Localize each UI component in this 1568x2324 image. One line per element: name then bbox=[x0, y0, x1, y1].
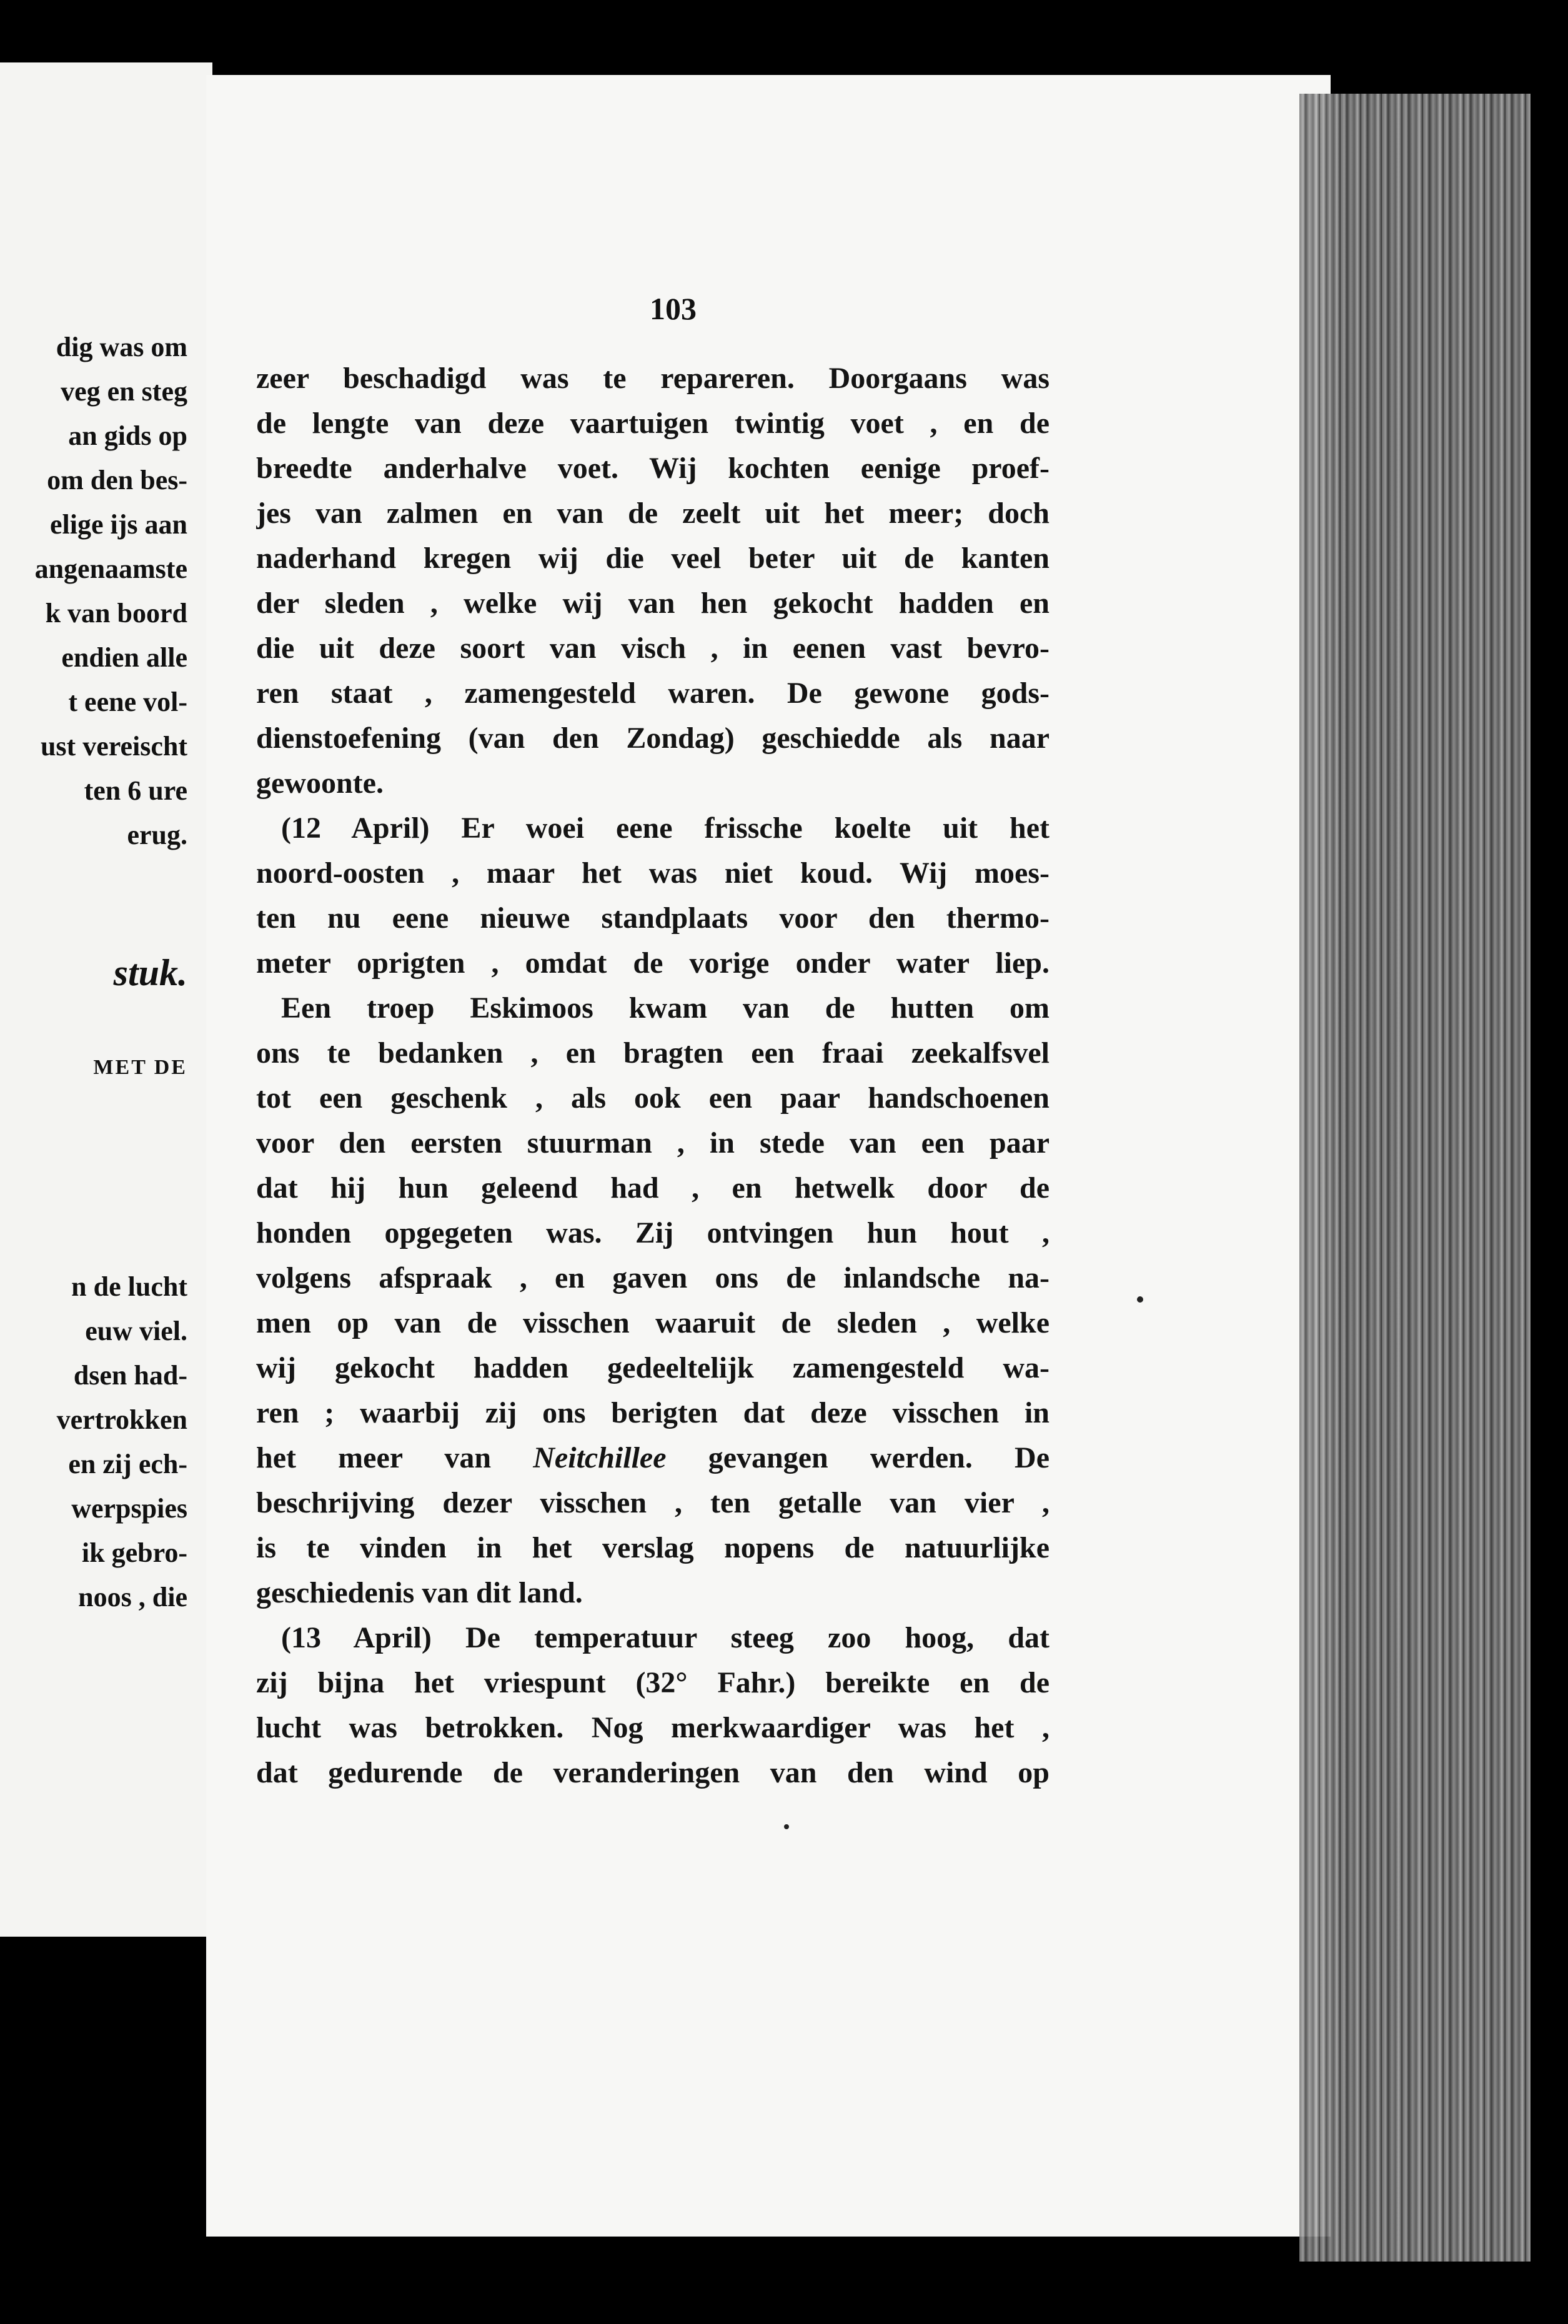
text-line: om den bes- bbox=[47, 465, 187, 495]
text-line: beschrijving dezer visschen , ten getalle van vier , bbox=[256, 1486, 1049, 1519]
text-line: wij gekocht hadden gedeeltelijk zamengesteld wa- bbox=[256, 1351, 1049, 1384]
text-line: k van boord bbox=[45, 598, 187, 628]
text-segment: gevangen werden. De bbox=[708, 1441, 1049, 1474]
text-line: meter oprigten , omdat de vorige onder water liep. bbox=[256, 946, 1049, 980]
text-line: n de lucht bbox=[71, 1271, 187, 1302]
text-line: der sleden , welke wij van hen gekocht hadden en bbox=[256, 587, 1049, 620]
text-line: geschiedenis van dit land. bbox=[256, 1576, 583, 1609]
text-line: de lengte van deze vaartuigen twintig voet , en de bbox=[256, 407, 1049, 440]
page-number: 103 bbox=[650, 291, 697, 326]
text-line: angenaamste bbox=[34, 554, 187, 584]
text-line: ten nu eene nieuwe standplaats voor den thermo- bbox=[256, 901, 1049, 935]
text-line: jes van zalmen en van de zeelt uit het meer; doch bbox=[256, 497, 1049, 530]
text-segment: het meer van bbox=[256, 1441, 492, 1474]
text-line: volgens afspraak , en gaven ons de inlandsche na- bbox=[256, 1261, 1049, 1294]
text-line: en zij ech- bbox=[68, 1449, 187, 1479]
text-line: breedte anderhalve voet. Wij kochten eenige proef- bbox=[256, 452, 1049, 485]
ink-speck bbox=[1137, 1296, 1143, 1303]
text-line: noos , die bbox=[78, 1582, 187, 1612]
text-line: (12 April) Er woei eene frissche koelte uit het bbox=[281, 812, 1049, 845]
italic-place-name: Neitchillee bbox=[533, 1441, 667, 1474]
text-line: endien alle bbox=[61, 642, 187, 673]
text-line: zeer beschadigd was te repareren. Doorgaans was bbox=[256, 362, 1049, 395]
text-line: ons te bedanken , en bragten een fraai zeekalfsvel bbox=[256, 1036, 1049, 1070]
text-line: t eene vol- bbox=[68, 687, 187, 717]
text-line: vertrokken bbox=[56, 1404, 187, 1435]
text-line: gewoonte. bbox=[256, 767, 384, 800]
text-line: werpspies bbox=[71, 1493, 187, 1524]
text-line: erug. bbox=[127, 820, 187, 850]
text-line: veg en steg bbox=[61, 376, 187, 407]
text-line: (13 April) De temperatuur steeg zoo hoog, dat bbox=[281, 1621, 1049, 1654]
text-line: honden opgegeten was. Zij ontvingen hun hout , bbox=[256, 1216, 1049, 1249]
text-line: dig was om bbox=[56, 332, 187, 362]
text-line: an gids op bbox=[68, 420, 187, 451]
ink-speck bbox=[784, 1824, 789, 1829]
text-line: is te vinden in het verslag nopens de natuurlijke bbox=[256, 1531, 1049, 1564]
text-line: Een troep Eskimoos kwam van de hutten om bbox=[281, 991, 1049, 1025]
text-line: tot een geschenk , als ook een paar handschoenen bbox=[256, 1081, 1049, 1115]
text-line: ren ; waarbij zij ons berigten dat deze visschen in bbox=[256, 1396, 1049, 1429]
text-line: noord-oosten , maar het was niet koud. Wij moes- bbox=[256, 857, 1049, 890]
section-heading: stuk. bbox=[113, 952, 187, 993]
text-line: voor den eersten stuurman , in stede van een paar bbox=[256, 1126, 1049, 1160]
text-line: dat hij hun geleend had , en hetwelk door de bbox=[256, 1171, 1049, 1204]
text-line: ren staat , zamengesteld waren. De gewone gods- bbox=[256, 677, 1049, 710]
text-line-with-italic bbox=[256, 1436, 1049, 1481]
text-line: zij bijna het vriespunt (32° Fahr.) bereikte en de bbox=[256, 1666, 1049, 1699]
text-line: lucht was betrokken. Nog merkwaardiger was het , bbox=[256, 1711, 1049, 1744]
previous-page-text bbox=[0, 325, 187, 1619]
text-line: men op van de visschen waaruit de sleden , welke bbox=[256, 1306, 1049, 1339]
text-line: naderhand kregen wij die veel beter uit de kanten bbox=[256, 542, 1049, 575]
text-line: dat gedurende de veranderingen van den wind op bbox=[256, 1756, 1049, 1789]
text-line: ten 6 ure bbox=[84, 775, 187, 806]
section-subheading: MET DE bbox=[93, 1056, 187, 1079]
text-line: die uit deze soort van visch , in eenen vast bevro- bbox=[256, 632, 1049, 665]
text-line: ust vereischt bbox=[40, 731, 187, 762]
page-fore-edge bbox=[1299, 94, 1531, 2262]
text-line: ik gebro- bbox=[81, 1537, 187, 1568]
text-line: dienstoefening (van den Zondag) geschiedde als naar bbox=[256, 722, 1049, 755]
page-body-text bbox=[256, 356, 1049, 1795]
text-line: euw viel. bbox=[85, 1316, 187, 1346]
text-line: dsen had- bbox=[73, 1360, 187, 1391]
text-line: elige ijs aan bbox=[50, 509, 187, 540]
